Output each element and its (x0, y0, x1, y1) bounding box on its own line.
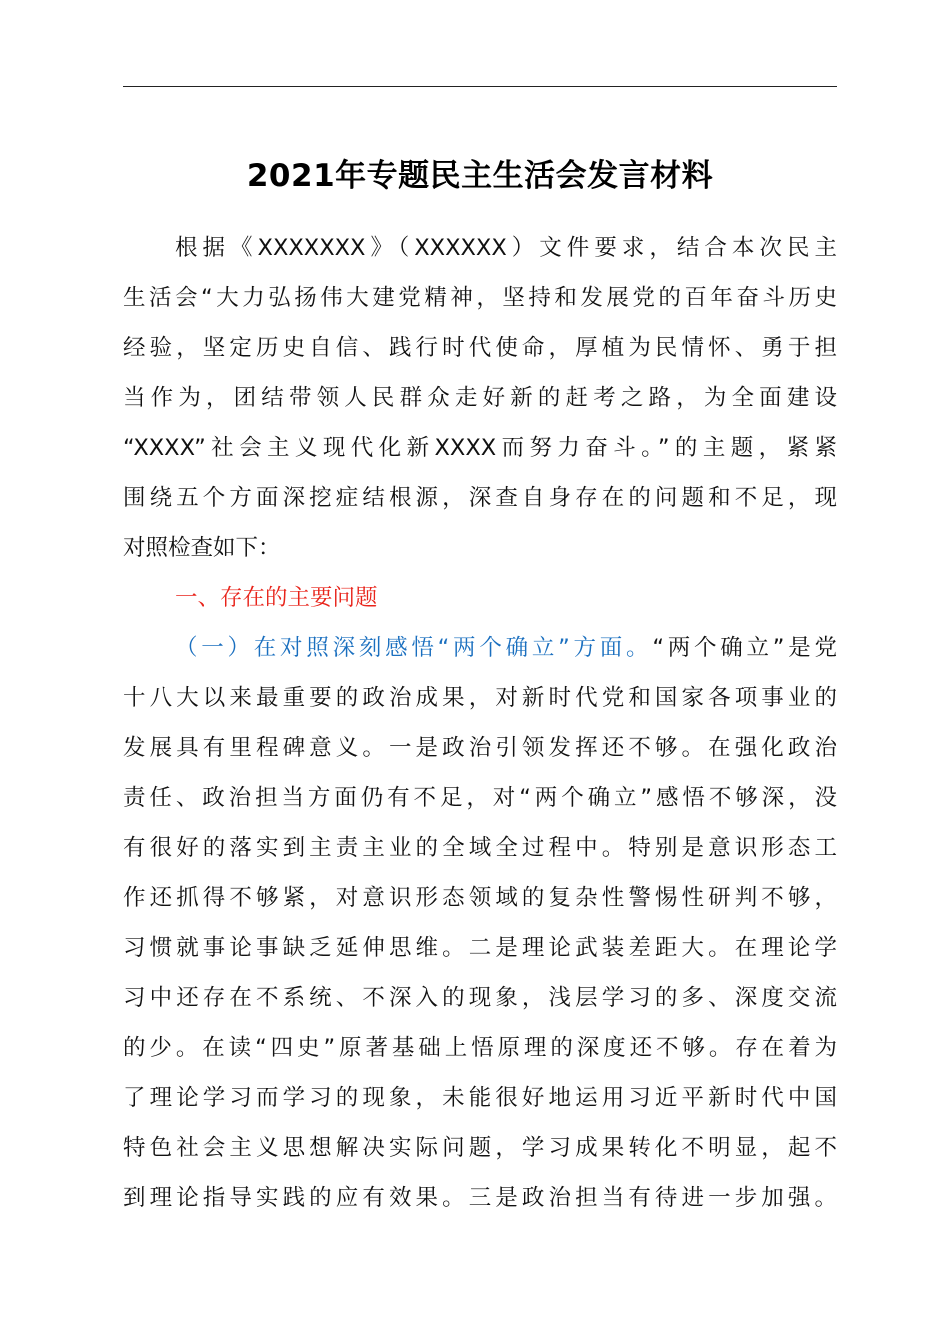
section-heading: 一、存在的主要问题 (175, 585, 378, 611)
intro-line-1: 根据《XXXXXXX》（XXXXXX）文件要求，结合本次民主 (175, 235, 837, 261)
document-title: 2021年专题民主生活会发言材料 (246, 158, 714, 194)
subsection-first-line-rest: “两个确立”是党 (652, 635, 837, 661)
body-line-5: 作还抓得不够紧，对意识形态领域的复杂性警惕性研判不够， (123, 885, 837, 911)
body-line-11: 到理论指导实践的应有效果。三是政治担当有待进一步加强。 (123, 1185, 837, 1211)
body-line-7: 习中还存在不系统、不深入的现象，浅层学习的多、深度交流 (123, 985, 837, 1011)
body-line-10: 特色社会主义思想解决实际问题，学习成果转化不明显，起不 (123, 1135, 837, 1161)
intro-line-7: 对照检查如下： (123, 535, 281, 561)
body-line-8: 的少。在读“四史”原著基础上悟原理的深度还不够。存在着为 (123, 1035, 837, 1061)
body-line-4: 有很好的落实到主责主业的全域全过程中。特别是意识形态工 (123, 835, 837, 861)
header-rule (123, 86, 837, 87)
body-line-9: 了理论学习而学习的现象，未能很好地运用习近平新时代中国 (123, 1085, 837, 1111)
intro-line-6: 围绕五个方面深挖症结根源，深查自身存在的问题和不足，现 (123, 485, 837, 511)
intro-line-4: 当作为，团结带领人民群众走好新的赶考之路，为全面建设 (123, 385, 837, 411)
subsection-heading: （一）在对照深刻感悟“两个确立”方面。 (175, 635, 653, 661)
body-line-6: 习惯就事论事缺乏延伸思维。二是理论武装差距大。在理论学 (123, 935, 837, 961)
body-line-1: 十八大以来最重要的政治成果，对新时代党和国家各项事业的 (123, 685, 837, 711)
intro-line-5: “XXXX”社会主义现代化新XXXX而努力奋斗。”的主题，紧紧 (123, 435, 837, 461)
subsection-first-line (123, 623, 837, 673)
body-line-2: 发展具有里程碑意义。一是政治引领发挥还不够。在强化政治 (123, 735, 837, 761)
body-line-3: 责任、政治担当方面仍有不足，对“两个确立”感悟不够深，没 (123, 785, 837, 811)
intro-line-2: 生活会“大力弘扬伟大建党精神，坚持和发展党的百年奋斗历史 (123, 285, 837, 311)
intro-line-3: 经验，坚定历史自信、践行时代使命，厚植为民情怀、勇于担 (123, 335, 837, 361)
